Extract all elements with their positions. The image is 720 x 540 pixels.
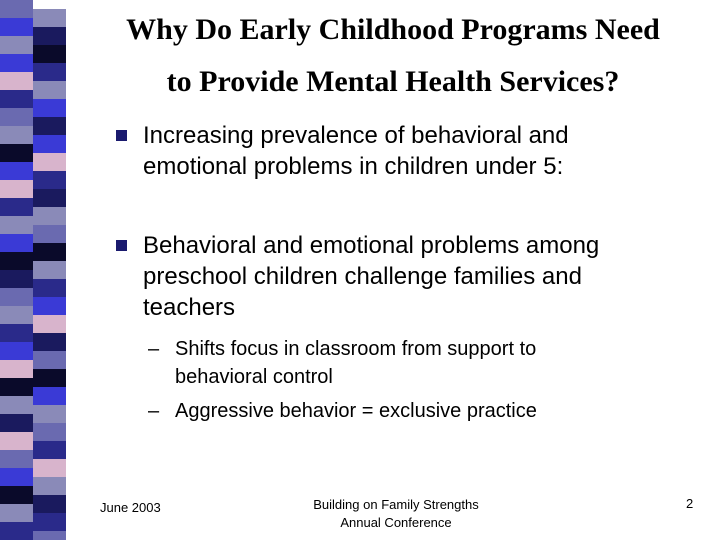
stripe-block	[33, 531, 66, 540]
dash-bullet-icon: –	[148, 338, 160, 360]
stripe-block	[0, 36, 33, 54]
stripe-block	[33, 261, 66, 279]
stripe-block	[0, 234, 33, 252]
sub-bullet-2	[148, 397, 688, 425]
footer-date: June 2003	[100, 500, 161, 515]
stripe-block	[33, 333, 66, 351]
stripe-block	[0, 162, 33, 180]
stripe-block	[0, 144, 33, 162]
sub-bullet-2-line-1: Aggressive behavior = exclusive practice	[175, 400, 537, 422]
stripe-block	[33, 153, 66, 171]
stripe-block	[33, 315, 66, 333]
stripe-block	[0, 216, 33, 234]
stripe-block	[33, 387, 66, 405]
stripe-block	[0, 342, 33, 360]
stripe-block	[0, 486, 33, 504]
page-number: 2	[686, 496, 694, 511]
stripe-block	[0, 414, 33, 432]
stripe-block	[33, 171, 66, 189]
stripe-block	[33, 135, 66, 153]
stripe-block	[33, 441, 66, 459]
stripe-block	[0, 522, 33, 540]
sub-bullet-1-line-2: behavioral control	[175, 366, 333, 388]
footer-event-line-1: Building on Family Strengths	[313, 497, 479, 512]
stripe-block	[33, 27, 66, 45]
stripe-block	[33, 495, 66, 513]
stripe-block	[0, 288, 33, 306]
stripe-block	[33, 45, 66, 63]
square-bullet-icon	[116, 130, 127, 141]
stripe-block	[33, 225, 66, 243]
square-bullet-icon	[116, 240, 127, 251]
stripe-block	[0, 450, 33, 468]
stripe-block	[0, 18, 33, 36]
stripe-block	[33, 243, 66, 261]
footer-event-line-2: Annual Conference	[340, 515, 452, 530]
sub-bullet-1-line-1: Shifts focus in classroom from support to	[175, 338, 537, 360]
stripe-block	[33, 405, 66, 423]
bullet-1-line-2: emotional problems in children under 5:	[143, 153, 564, 180]
stripe-block	[33, 423, 66, 441]
stripe-block	[33, 81, 66, 99]
decorative-stripe	[0, 0, 66, 540]
stripe-block	[0, 72, 33, 90]
bullet-2-line-2: preschool children challenge families and	[143, 263, 582, 290]
stripe-block	[0, 126, 33, 144]
footer-event	[296, 496, 496, 532]
stripe-block	[0, 306, 33, 324]
stripe-block	[0, 0, 33, 18]
bullet-1-line-1: Increasing prevalence of behavioral and	[143, 122, 569, 149]
title-line-2: to Provide Mental Health Services?	[166, 65, 620, 98]
stripe-block	[33, 477, 66, 495]
stripe-block	[33, 297, 66, 315]
bullet-1	[116, 120, 696, 182]
stripe-block	[0, 504, 33, 522]
stripe-block	[0, 180, 33, 198]
stripe-block	[0, 396, 33, 414]
stripe-block	[33, 369, 66, 387]
slide-title	[66, 4, 720, 108]
stripe-block	[0, 378, 33, 396]
stripe-block	[33, 459, 66, 477]
stripe-block	[33, 513, 66, 531]
stripe-block	[0, 90, 33, 108]
stripe-block	[0, 324, 33, 342]
stripe-block	[33, 63, 66, 81]
stripe-block	[0, 252, 33, 270]
stripe-block	[33, 207, 66, 225]
stripe-block	[0, 54, 33, 72]
stripe-block	[0, 198, 33, 216]
sub-bullet-1	[148, 335, 688, 391]
stripe-block	[0, 468, 33, 486]
stripe-block	[33, 189, 66, 207]
stripe-block	[33, 9, 66, 27]
bullet-2	[116, 230, 696, 323]
stripe-block	[0, 432, 33, 450]
stripe-block	[33, 117, 66, 135]
stripe-block	[33, 279, 66, 297]
bullet-2-line-3: teachers	[143, 294, 236, 321]
dash-bullet-icon: –	[148, 400, 160, 422]
stripe-block	[0, 108, 33, 126]
bullet-2-line-1: Behavioral and emotional problems among	[143, 232, 600, 259]
stripe-block	[33, 351, 66, 369]
stripe-block	[33, 99, 66, 117]
stripe-block	[0, 270, 33, 288]
stripe-block	[0, 360, 33, 378]
title-line-1: Why Do Early Childhood Programs Need	[126, 13, 660, 46]
